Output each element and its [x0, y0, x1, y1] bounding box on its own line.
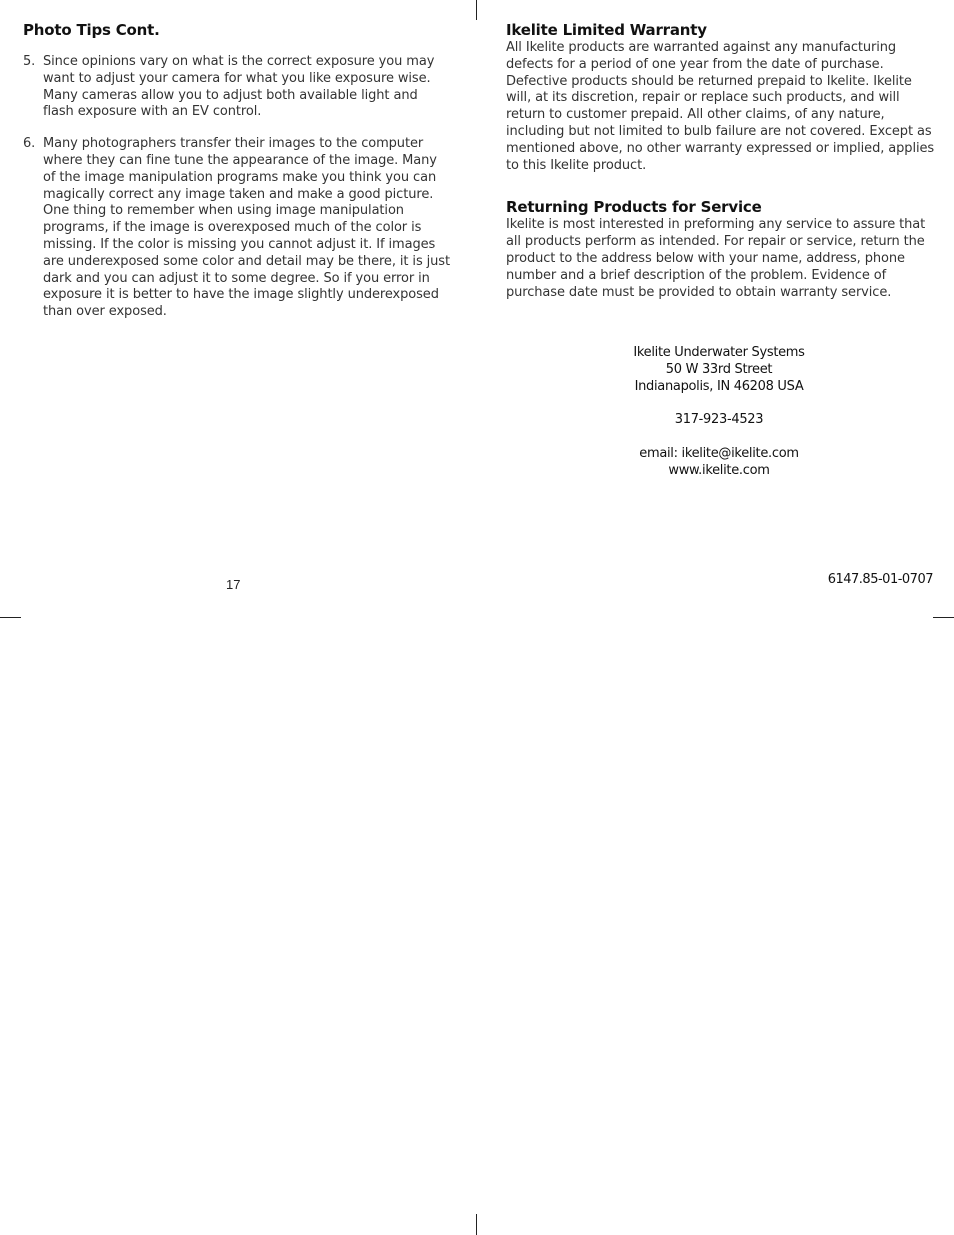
document-code: 6147.85-01-0707: [827, 572, 933, 587]
warranty-title: Ikelite Limited Warranty: [506, 21, 707, 39]
photo-tips-section: [23, 20, 451, 336]
page-number: 17: [226, 577, 241, 592]
list-item-text: Many photographers transfer their images to the computer where they can fine tune the appearance of the image. Many of the image manipulation programs make you think you can magically correct any image taken and make a good picture. One thing to remember when using image manipulation programs, if the image is overexposed much of the color is missing. If the color is missing you cannot adjust it. If images are underexposed some color and detail may be there, it is just dark and you can adjust it to some degree. So if you error in exposure it is better to have the image slightly underexposed than over exposed.: [43, 136, 450, 320]
crop-mark-bottom-center: [476, 1214, 477, 1235]
service-text: Ikelite is most interested in preforming any service to assure that all products perform as intended. For repair or service, return the product to the address below with your name, address, phone number and a brief description of the problem. Evidence of purchase date must be provided to obtain warranty service.: [506, 217, 926, 300]
service-title: Returning Products for Service: [506, 198, 762, 217]
warranty-text: All Ikelite products are warranted against any manufacturing defects for a period of one year from the date of purchase. Defective products should be returned prepaid to Ikelite. Ikelite will, at its discretion, repair or replace such products, and will return to customer prepaid. All other claims, of any nature, including but not limited to bulb failure are not covered. Except as mentioned above, no other warranty expressed or implied, applies to this Ikelite product.: [506, 40, 935, 173]
service-section: [506, 197, 938, 301]
list-item-text: Since opinions vary on what is the correct exposure you may want to adjust your camera for what you like exposure wise. Many cameras allow you to adjust both available light and flash exposure with an EV control.: [43, 54, 435, 120]
list-item: [23, 54, 451, 121]
crop-mark-top-center: [476, 0, 477, 20]
crop-mark-left: [0, 617, 21, 618]
phone-number: 317-923-4523: [674, 412, 764, 428]
warranty-column: [506, 20, 938, 301]
crop-mark-right: [933, 617, 954, 618]
list-item-number: 6.: [23, 136, 36, 152]
street-address: 50 W 33rd Street: [665, 361, 773, 377]
photo-tips-title: Photo Tips Cont.: [23, 21, 160, 39]
spacer: [600, 395, 838, 412]
address-block: [600, 345, 838, 479]
city-state-zip: Indianapolis, IN 46208 USA: [634, 378, 804, 394]
list-item: [23, 136, 451, 321]
list-item-number: 5.: [23, 54, 36, 69]
spacer: [600, 429, 838, 446]
company-name: Ikelite Underwater Systems: [633, 345, 805, 360]
photo-tips-list: [23, 54, 451, 321]
warranty-section: [506, 20, 938, 174]
website-link[interactable]: www.ikelite.com: [668, 462, 770, 478]
email-address[interactable]: email: ikelite@ikelite.com: [639, 445, 799, 461]
